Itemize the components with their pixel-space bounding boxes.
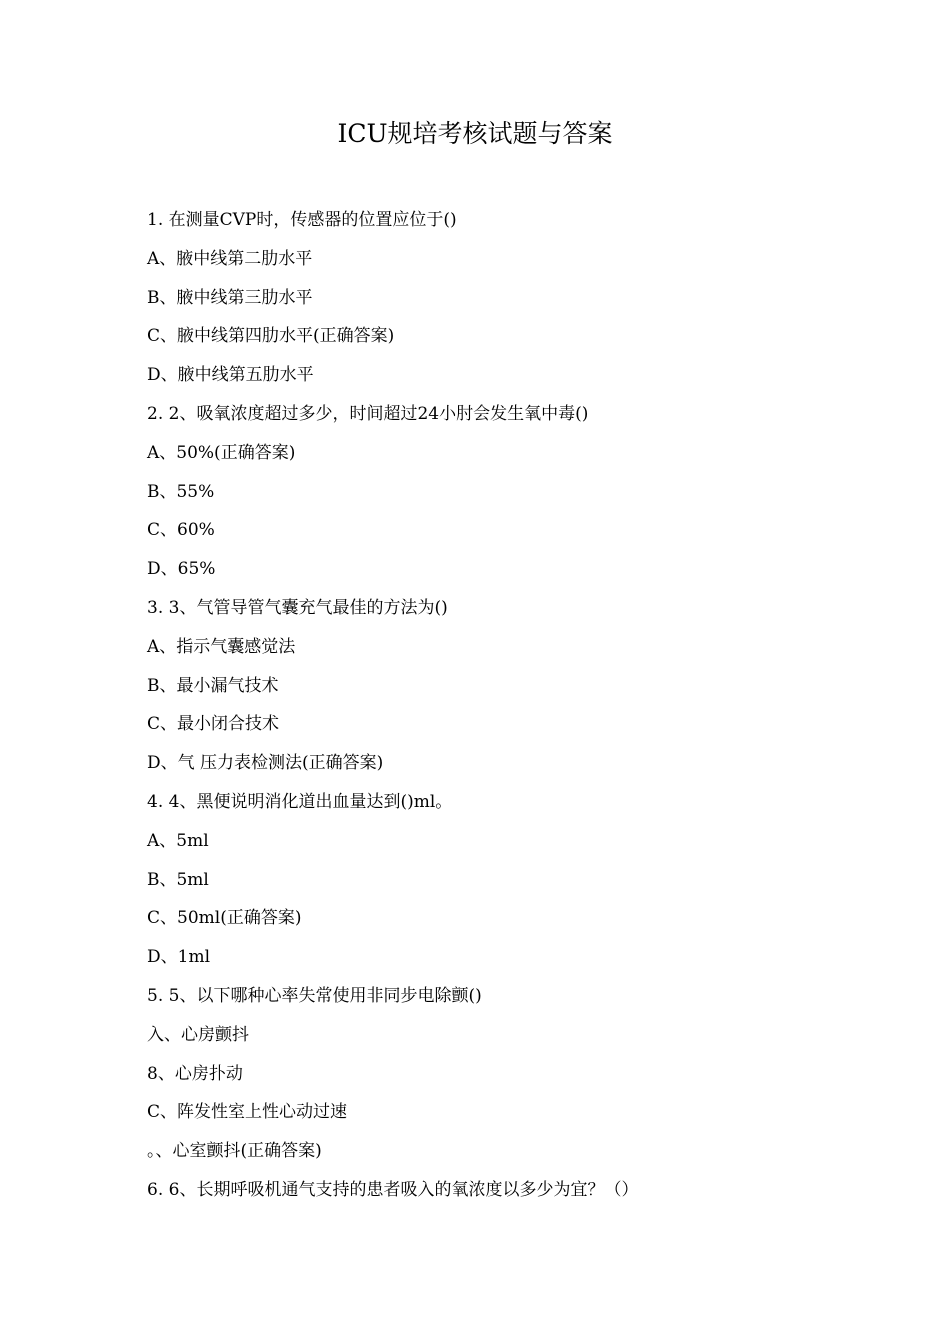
question-5-stem: 5. 5、以下哪种心率失常使用非同步电除颤() — [147, 985, 482, 1006]
question-3-option-c: C、最小闭合技术 — [147, 714, 280, 735]
question-6-stem: 6. 6、长期呼吸机通气支持的患者吸入的氧浓度以多少为宜？（） — [147, 1179, 639, 1200]
question-2-option-c: C、60% — [147, 520, 215, 541]
question-1-option-a: A、腋中线第二肋水平 — [147, 248, 313, 269]
question-2-stem: 2. 2、吸氧浓度超过多少，时间超过24小肘会发生氧中毒() — [147, 403, 589, 424]
question-3-option-b: B、最小漏气技术 — [147, 675, 279, 696]
question-list — [147, 203, 847, 1212]
question-3-stem: 3. 3、气管导管气囊充气最佳的方法为() — [147, 597, 448, 618]
document-title: ICU规培考核试题与答案 — [337, 119, 613, 148]
question-4-option-c: C、50ml(正确答案) — [147, 908, 302, 929]
question-1-stem: 1. 在测量CVP时，传感器的位置应位于() — [147, 210, 457, 230]
question-1-option-d: D、腋中线第五肋水平 — [147, 365, 314, 386]
question-5-option-a: 入、心房颤抖 — [147, 1024, 249, 1045]
question-4-option-a: A、5ml — [147, 830, 209, 851]
question-4-option-b: B、5ml — [147, 869, 209, 890]
question-4-stem: 4. 4、黑便说明消化道出血量达到()ml。 — [147, 791, 453, 812]
question-4-option-d: D、1ml — [147, 947, 211, 968]
question-3-option-a: A、指示气囊感觉法 — [147, 636, 296, 657]
question-5-option-d: 。、心室颤抖(正确答案) — [147, 1141, 322, 1162]
question-1-option-b: B、腋中线第三肋水平 — [147, 287, 313, 308]
question-2-option-b: B、55% — [147, 481, 215, 502]
question-5-option-c: C、阵发性室上性心动过速 — [147, 1102, 348, 1123]
question-2-option-d: D、65% — [147, 559, 216, 580]
question-3-option-d: D、气 压力表检测法(正确答案) — [147, 753, 384, 774]
question-2-option-a: A、50%(正确答案) — [147, 442, 296, 463]
question-5-option-b: 8、心房扑动 — [147, 1063, 243, 1084]
question-1-option-c: C、腋中线第四肋水平(正确答案) — [147, 326, 395, 347]
